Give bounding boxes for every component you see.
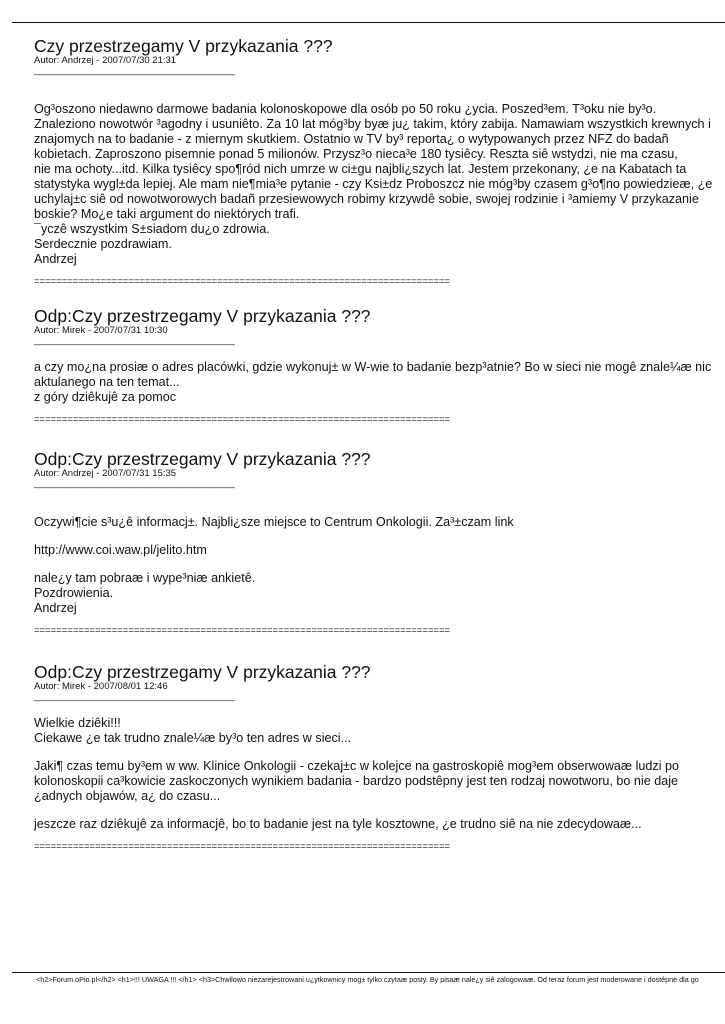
title-underline: ______________________________________	[34, 691, 235, 702]
post-paragraph: nale¿y tam pobraæ i wype³niæ ankietê. Pozdrowienia. Andrzej	[34, 571, 256, 615]
post-separator: ===========================================================================	[34, 414, 451, 425]
post-paragraph: Oczywi¶cie s³u¿ê informacj±. Najbli¿sze miejsce to Centrum Onkologii. Za³±czam link	[34, 515, 514, 529]
post-author-date: Autor: Andrzej - 2007/07/30 21:31	[34, 55, 177, 66]
post-author-date: Autor: Mirek - 2007/07/31 10:30	[34, 325, 168, 336]
post-separator: ===========================================================================	[34, 841, 451, 852]
post-body	[34, 360, 725, 405]
post	[34, 37, 725, 287]
footer-rule	[12, 972, 725, 973]
title-underline: ______________________________________	[34, 478, 235, 489]
title-underline: ______________________________________	[34, 65, 235, 76]
post-author-date: Autor: Mirek - 2007/08/01 12:46	[34, 681, 168, 692]
post-paragraph: Og³oszono niedawno darmowe badania kolonoskopowe dla osób po 50 roku ¿ycia. Poszed³em. T³oku nie by³o. Znaleziono nowotwór ³agodny i usuniêto. Za 10 lat móg³by byæ ju¿ takim, który zabija. Namawiam wszystkich krewnych i znajomych na to badanie - z miernym skutkiem. Ostatnio w TV by³ reporta¿ o wytypowanych przez NFZ do badañ kobietach. Zaproszono pisemnie ponad 5 milionów. Przysz³o nieca³e 180 tysiêcy. Reszta siê wstydzi, nie ma czasu, nie ma ochoty...itd. Kilka tysiêcy spo¶ród nich umrze w ci±gu najbli¿szych lat. Jestem przekonany, ¿e na Kabatach ta statystyka wygl±da lepiej. Ale mam nie¶mia³e pytanie - czy Ksi±dz Proboszcz nie móg³by czasem g³o¶no powiedzieæ, ¿e uchylaj±c siê od nowotworowych badañ przesiewowych robimy krzywdê sobie, swojej rodzinie i ³amiemy V przykazanie boskie? Mo¿e taki argument do niektórych trafi. ¯yczê wszystkim S±siadom du¿o zdrowia. Serdecznie pozdrawiam. Andrzej	[34, 102, 713, 266]
post-body	[34, 515, 725, 616]
post-body	[34, 102, 725, 267]
post-title: Odp:Czy przestrzegamy V przykazania ???	[34, 306, 371, 326]
post-title: Odp:Czy przestrzegamy V przykazania ???	[34, 662, 371, 682]
post-paragraph: Wielkie dziêki!!! Ciekawe ¿e tak trudno znale¼æ by³o ten adres w sieci...	[34, 716, 352, 745]
post	[34, 663, 725, 852]
post-title: Czy przestrzegamy V przykazania ???	[34, 36, 333, 56]
post-paragraph: jeszcze raz dziêkujê za informacjê, bo to badanie jest na tyle kosztowne, ¿e trudno siê na nie zdecydowaæ...	[34, 817, 642, 831]
post-paragraph: a czy mo¿na prosiæ o adres placówki, gdzie wykonuj± w W-wie to badanie bezp³atnie? Bo w sieci nie mogê znale¼æ nic aktulanego na ten temat... z góry dziêkujê za pomoc	[34, 360, 712, 404]
post-author-date: Autor: Andrzej - 2007/07/31 15:35	[34, 468, 177, 479]
post-link[interactable]: http://www.coi.waw.pl/jelito.htm	[34, 543, 207, 557]
title-underline: ______________________________________	[34, 335, 235, 346]
post	[34, 307, 725, 425]
post	[34, 450, 725, 636]
top-rule	[12, 22, 725, 23]
post-paragraph: Jaki¶ czas temu by³em w ww. Klinice Onkologii - czekaj±c w kolejce na gastroskopiê mog³em obserwowaæ ludzi po kolonoskopii ca³kowicie zaskoczonych wynikiem badania - bardzo podstêpny jest ten rodzaj nowotworu, bo nie daje ¿adnych objawów, a¿ do czasu...	[34, 759, 680, 803]
post-body	[34, 716, 725, 832]
post-title: Odp:Czy przestrzegamy V przykazania ???	[34, 449, 371, 469]
page-footer: <h2>Forum.oPio.pl</h2> <h1>!!! UWAGA !!! </h1> <h3>Chwilowo niezarejestrowani u¿ytkownicy mog± tylko czytaæ posty. By pisaæ nale¿y siê zalogowaæ. Od teraz forum jest moderowane i dostêpne dla go	[36, 975, 699, 984]
post-separator: ===========================================================================	[34, 276, 451, 287]
post-separator: ===========================================================================	[34, 625, 451, 636]
